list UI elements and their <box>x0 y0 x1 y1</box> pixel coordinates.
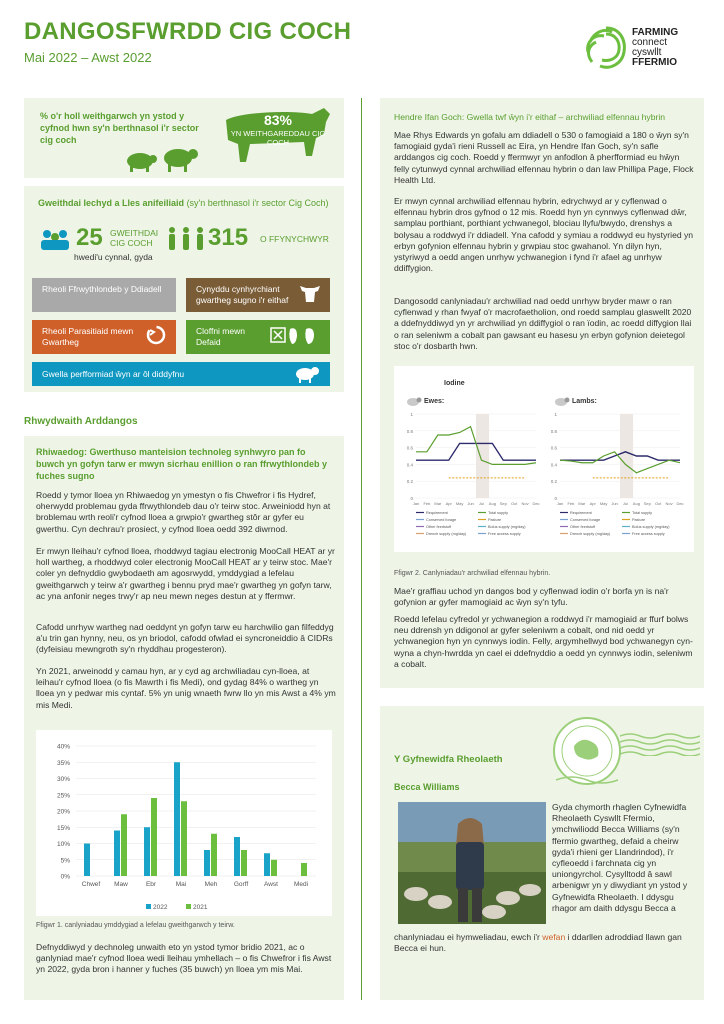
cow-head-icon <box>298 282 322 304</box>
x-tick-label: Medi <box>293 881 309 888</box>
iodine-y-tick: 0.4 <box>550 462 557 468</box>
demo-subheading: Rhiwaedog: Gwerthuso manteision technoleg synhwyro pan fo buwch yn gofyn tarw er mwyn sicrhau enillion o ran ffrwythlondeb y fuches sugno <box>36 447 328 481</box>
iodine-y-tick: 0.2 <box>550 479 557 485</box>
stat-panel <box>24 98 344 178</box>
iodine-month-tick: Aug <box>632 501 640 506</box>
tile-fertility-flock: Rheoli Ffrwythlondeb y Ddiadell <box>32 278 176 312</box>
y-tick-label: 10% <box>56 841 70 848</box>
iodine-month-tick: Sep <box>499 501 507 506</box>
iodine-chart <box>394 366 694 552</box>
shaded-period <box>476 414 489 498</box>
y-tick-label: 25% <box>56 792 70 800</box>
hendre-panel <box>380 98 704 688</box>
iodine-month-tick: Dec <box>676 501 684 506</box>
y-tick-label: 5% <box>60 857 70 865</box>
legend-label-2022: 2022 <box>153 904 168 911</box>
iodine-month-tick: Oct <box>655 501 662 506</box>
health-panel <box>24 186 344 392</box>
farmers-label: O FFYNYCHWYR <box>260 234 329 244</box>
iodine-y-tick: 0.6 <box>550 445 557 451</box>
iodine-legend-label: Total supply <box>632 511 653 515</box>
iodine-month-tick: Jul <box>478 501 485 506</box>
legend-swatch-2021 <box>186 904 191 909</box>
iodine-legend-label: Pasture <box>488 518 502 522</box>
refresh-cycle-icon <box>144 324 168 346</box>
iodine-month-tick: Dec <box>532 501 540 506</box>
iodine-month-tick: Jan <box>412 501 420 506</box>
farmers-icon <box>166 226 206 252</box>
bar-2021-Mai <box>181 801 187 876</box>
demo-para-1: Roedd y tymor lloea yn Rhiwaedog yn ymestyn o fis Chwefror i fis Hydref, oherwydd problemau gyda ffrwythlondeb dau o'r teirw stoc. Arweiniodd hyn at broblemau wrth reoli'r cyfnod lloea a grwpio'r gwartheg stôr ar gyfer eu gwerthu. Cyn dechrau'r prosiect, y cyfnod lloea oedd 392 diwrnod. <box>36 490 331 534</box>
x-tick-label: Chwef <box>81 881 101 888</box>
demo-para-2: Er mwyn lleihau'r cyfnod lloea, rhoddwyd tagiau electronig MooCall HEAT ar yr holl wartheg, a rhoddwyd coler electronig MooCall HEAT ar y teirw stoc. Mae'r coler yn defnyddio gwybodaeth am agosrwydd, ymddygiad a lefelau gweithgarwch y teirw a'r gwartheg i bennu pryd mae'r gwartheg yn gofyn tarw, ac yna anfonir neges trwy'r ap neu mewn neges destun at y ffermwr. <box>36 546 335 601</box>
iodine-y-tick: 0.6 <box>406 445 413 451</box>
iodine-legend-label: Total supply <box>488 511 509 515</box>
iodine-legend-label: Free access supply <box>488 532 521 536</box>
iodine-month-tick: Apr <box>445 501 452 506</box>
iodine-y-tick: 0.4 <box>406 462 413 468</box>
bar-2021-Medi <box>301 863 307 876</box>
workshops-label: GWEITHDAI CIG COCH <box>110 228 159 248</box>
logo-text: FARMING connect cyswllt FFERMIO <box>632 27 679 68</box>
x-tick-label: Mai <box>175 881 187 888</box>
bar-2021-Maw <box>121 814 127 876</box>
iodine-legend-label: Pasture <box>632 518 646 522</box>
bar-2021-Meh <box>211 834 217 876</box>
iodine-legend-label: Requirement <box>426 511 448 515</box>
iodine-y-tick: 0.8 <box>406 428 413 434</box>
y-tick-label: 0% <box>60 873 70 881</box>
tile-lamb-weaning: Gwella perfformiad ŵyn ar ôl diddyfnu <box>32 362 330 386</box>
iodine-legend-label: Conserved forage <box>426 518 457 522</box>
iodine-month-tick: Jun <box>611 501 618 506</box>
iodine-month-tick: Jul <box>622 501 629 506</box>
iodine-month-tick: Feb <box>567 501 575 506</box>
workshops-sub: hwedi'u cynnal, gyda <box>74 252 153 262</box>
iodine-y-tick: 1 <box>554 412 557 417</box>
website-link[interactable]: wefan <box>542 932 566 942</box>
lamb-icon <box>294 364 320 384</box>
hendre-after-1: Mae'r graffiau uchod yn dangos bod y cyflenwad iodin o'r borfa yn is na'r gofynion ar gyfer mamogiaid ac ŵyn sy'n tyfu. <box>394 586 669 608</box>
becca-williams-photo <box>398 802 546 924</box>
iodine-legend-label: Other feedstuff <box>570 525 596 529</box>
iodine-month-tick: Oct <box>511 501 518 506</box>
bar-2021-Gorff <box>241 850 247 876</box>
stat-percent: 83% <box>263 112 293 128</box>
bar-2022-Mai <box>174 762 180 876</box>
hendre-after-2: Roedd lefelau cyfredol yr ychwanegion a roddwyd i'r mamogiaid ar ffurf bolws neu ddrensh yn ddigonol ar gyfer seleniwm a cobalt, ond nid oedd yr ychwanegion hyn yn cynnwys iodin. Felly, argymhellwyd bod ychwanegyn cyn-wyna a chyn-hwrdda yn cael ei ddefnyddio a oedd yn cynnwys iodin, seleniwm a cobalt. <box>394 614 693 669</box>
mgmt-heading: Y Gyfnewidfa Rheolaeth <box>394 754 503 765</box>
farmers-number: 315 <box>208 224 249 251</box>
postmark-waves-icon <box>620 732 700 756</box>
bar-2022-Meh <box>204 850 210 876</box>
demo-para-4: Yn 2021, arweinodd y camau hyn, ar y cyd ag archwiliadau cyn-lloea, at leihau'r cyfnod lloea (o fis Mawrth i fis Medi), ond gydag 84% o wartheg yn lloea yn y pedwar mis cyntaf. 5% yn unig wnaeth fwrw llo yn mis Awst a 4% ym mis Medi. <box>36 666 336 710</box>
bar-2022-Gorff <box>234 837 240 876</box>
demo-panel <box>24 436 344 1000</box>
iodine-y-tick: 0 <box>554 496 557 501</box>
management-exchange-stamp-icon <box>552 716 622 786</box>
bar-2022-Chwef <box>84 844 90 877</box>
iodine-month-tick: May <box>599 501 608 506</box>
tile-suckler-cows: Cynyddu cynhyrchiant gwartheg sugno i'r eithaf <box>186 278 330 312</box>
page-subtitle: Mai 2022 – Awst 2022 <box>24 50 152 65</box>
tile-lameness-sheep: Cloffni mewn Defaid <box>186 320 330 354</box>
stat-percent-label: YN WEITHGAREDDAU CIG COCH <box>230 129 326 147</box>
iodine-month-tick: Feb <box>423 501 431 506</box>
bar-2022-Awst <box>264 853 270 876</box>
demo-para-3: Cafodd unrhyw wartheg nad oeddynt yn gofyn tarw eu harchwilio gan filfeddyg a'u trin gan hynny, neu, os yn briodol, cafodd ofwlad ei syncroneiddio â CIDRs (dyfeisiau mewngroth sy'n rhyddhau progesteron). <box>36 622 334 655</box>
shaded-period <box>620 414 633 498</box>
calving-chart <box>36 730 332 916</box>
figure-1-caption: Ffigwr 1. canlyniadau ymddygiad a lefelau gweithgarwch y teirw. <box>36 922 235 929</box>
iodine-month-tick: Mar <box>434 501 442 506</box>
x-tick-label: Meh <box>204 881 218 888</box>
y-tick-label: 40% <box>56 743 70 751</box>
iodine-legend-label: Drench supply (mg/day) <box>426 532 467 536</box>
iodine-y-tick: 1 <box>410 412 413 417</box>
x-tick-label: Awst <box>264 881 278 888</box>
iodine-line-charts <box>394 406 694 552</box>
iodine-legend-label: Bolus supply (mg/day) <box>632 525 670 529</box>
bar-2022-Ebr <box>144 827 150 876</box>
demo-network-heading: Rhwydwaith Arddangos <box>24 416 138 427</box>
hendre-para-1: Mae Rhys Edwards yn gofalu am ddiadell o 530 o famogiaid a 180 o ŵyn sy'n famogiaid gyda'i rieni Russell ac Eira, yn Hendre Ifan Goch, sy'n safle arddangos cig coch. Roedd y ffermwyr yn anfodlon â pherfformiad eu hŵyn felly cytunwyd cynnal archwiliad elfennau hybrin o dan law Phillipa Page, Flock Health Ltd. <box>394 130 694 185</box>
iodine-y-tick: 0.2 <box>406 479 413 485</box>
mgmt-panel <box>380 706 704 1000</box>
column-divider <box>361 98 362 1000</box>
iodine-month-tick: Nov <box>521 501 529 506</box>
iodine-legend-label: Conserved forage <box>570 518 601 522</box>
hendre-para-3: Dangosodd canlyniadau'r archwiliad nad oedd unrhyw bryder mawr o ran cyflenwad y rhan fwyaf o'r macrofaetholion, ond roedd samplau glaswellt 2020 a ddefnyddiwyd yn yr archwiliad yn ddiffygiol o ran ïodin, ac roedd diffygion llai o ran seleniwm a cobalt pan gawsant eu hasesu yn erbyn gofynion deietegol stoc o'r dosbarth hwn. <box>394 296 692 351</box>
iodine-y-tick: 0 <box>410 496 413 501</box>
iodine-title: Iodine <box>444 380 465 387</box>
y-tick-label: 35% <box>56 759 70 767</box>
legend-swatch-2022 <box>146 904 151 909</box>
hoof-check-icons <box>270 326 324 346</box>
calving-bar-chart <box>36 730 332 916</box>
mgmt-para-2: chanlyniadau ei hymweliadau, ewch i'r wefan i ddarllen adroddiad llawn gan Becca ei hun. <box>394 932 682 954</box>
x-tick-label: Ebr <box>145 881 157 888</box>
legend-label-2021: 2021 <box>193 904 208 911</box>
y-tick-label: 20% <box>56 808 70 816</box>
iodine-legend-label: Bolus supply (mg/day) <box>488 525 526 529</box>
iodine-month-tick: Mar <box>578 501 586 506</box>
stat-text: % o'r holl weithgarwch yn ystod y cyfnod hwn sy'n berthnasol i'r sector cig coch <box>40 111 199 145</box>
y-tick-label: 30% <box>56 776 70 783</box>
iodine-month-tick: Aug <box>488 501 496 506</box>
bar-2021-Awst <box>271 860 277 876</box>
iodine-month-tick: Nov <box>665 501 673 506</box>
ewes-label: Ewes: <box>424 398 445 405</box>
iodine-month-tick: May <box>455 501 464 506</box>
y-tick-label: 15% <box>56 824 70 832</box>
iodine-legend-label: Drench supply (mg/day) <box>570 532 611 536</box>
iodine-legend-label: Other feedstuff <box>426 525 452 529</box>
iodine-month-tick: Jun <box>467 501 474 506</box>
demo-closing: Defnyddiwyd y dechnoleg unwaith eto yn ystod tymor bridio 2021, ac o ganlyniad mae'r cyfnod lloea wedi lleihau ymhellach – o fis Chwefror i fis Awst yn 2022, gyda bron i hanner y fuches (35 buwch) yn lloea ym mis Mai. <box>36 942 332 975</box>
people-icon <box>38 228 72 252</box>
figure-2-caption: Ffigwr 2. Canlyniadau'r archwiliad elfennau hybrin. <box>394 570 551 577</box>
mgmt-para: Gyda chymorth rhaglen Cyfnewidfa Rheolaeth Cyswllt Ffermio, ymchwiliodd Becca Williams (sy'n ffermio gwartheg, defaid a cheirw gyda'i rhieni ger Llandrindod), i'r cyfleoedd i farchnata cig yn uniongyrchol. Cysylltodd â sawl arbenigwr yn y diwydiant yn ystod y Gyfnewidfa Rheolaeth. I ddysgu rhagor am daith ddysgu Becca a <box>552 802 688 913</box>
tile-parasites-cattle: Rheoli Parasitiaid mewn Gwartheg <box>32 320 176 354</box>
iodine-month-tick: Sep <box>643 501 651 506</box>
bar-2021-Ebr <box>151 798 157 876</box>
iodine-legend-label: Requirement <box>570 511 592 515</box>
iodine-month-tick: Apr <box>589 501 596 506</box>
farming-connect-logo-icon <box>580 22 632 74</box>
iodine-month-tick: Jan <box>556 501 564 506</box>
mgmt-person-name: Becca Williams <box>394 782 460 792</box>
lambs-label: Lambs: <box>572 398 597 405</box>
bar-2022-Maw <box>114 831 120 877</box>
hendre-heading: Hendre Ifan Goch: Gwella twf ŵyn i'r eithaf – archwiliad elfennau hybrin <box>394 112 666 122</box>
health-heading: Gweithdai Iechyd a Lles anifeiliaid (sy'n berthnasol i'r sector Cig Coch) <box>38 198 329 208</box>
pig-sheep-icon <box>122 144 202 174</box>
x-tick-label: Maw <box>114 881 128 888</box>
workshops-number: 25 <box>76 224 103 251</box>
page-title: DANGOSFWRDD CIG COCH <box>24 18 352 45</box>
x-tick-label: Gorff <box>233 881 249 888</box>
hendre-para-2: Er mwyn cynnal archwiliad elfennau hybrin, edrychwyd ar y cyflenwad o elfennau hybrin dros gyfnod o 12 mis. Roedd hyn yn cynnwys cyflenwad dŵr, samplau porthiant, porthiant ychwanegol, blociau llyfu/bwydo, drenshys a bolysau a roddwyd i'r ddiadell. Yna cafodd y symiau a roddwyd eu hystyried yn erbyn gofynion elfennau hybrin y grwpiau stoc gwahanol. Yn dilyn hyn, ystyriwyd a oedd angen unrhyw ychwanegion i fynd i'r afael ag unrhyw ddiffygion. <box>394 196 694 274</box>
iodine-y-tick: 0.8 <box>550 428 557 434</box>
iodine-legend-label: Free access supply <box>632 532 665 536</box>
